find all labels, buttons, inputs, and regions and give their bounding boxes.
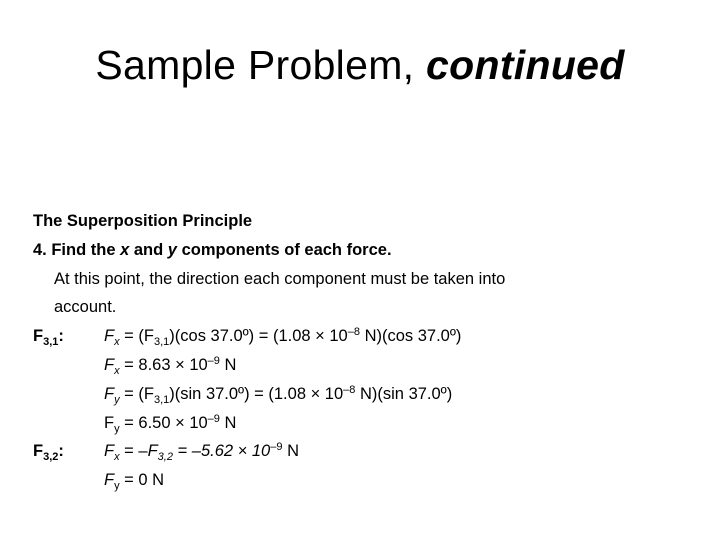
step-4: 4. Find the x and y components of each force. <box>33 240 392 259</box>
note-line-1: At this point, the direction each component must be taken into <box>54 269 506 288</box>
equation-fx-32: $F_x = -F_{3,2} = -5.62 \times 10^{-9}$ N <box>104 441 299 464</box>
equation-row-3 <box>33 380 693 409</box>
equation-fx-31-result: $F_x = 8.63 \times 10^{-9}$ N <box>104 354 237 377</box>
equation-fy-31-result: $F_y = 6.50 \times 10^{-9}$ N <box>104 412 237 435</box>
equation-row-6 <box>33 466 693 495</box>
equation-fx-31: $F_x = (F_{3,1})(\cos$ 37.0º) = ($1.08 \times 10^{-8}$ N)(cos 37.0º) <box>104 326 462 349</box>
force-label-f32: $F_{3,2}$: <box>33 442 64 464</box>
equation-row-2 <box>33 351 693 380</box>
slide-title <box>0 42 720 89</box>
equation-row-1 <box>33 322 693 351</box>
title-emphasis: continued <box>426 42 625 88</box>
force-label-f31: $F_{3,1}$: <box>33 327 64 349</box>
equation-fy-32: $F_y = 0$ N <box>104 471 165 493</box>
slide-body <box>33 207 693 495</box>
equation-fy-31: $F_y = (F_{3,1})(\sin$ 37.0º) = ($1.08 \times 10^{-8}$ N)(sin 37.0º) <box>104 383 453 406</box>
note-line-2: account. <box>54 298 117 317</box>
title-main: Sample Problem, <box>95 42 427 88</box>
equation-row-5 <box>33 437 693 466</box>
equation-row-4 <box>33 409 693 438</box>
section-heading: The Superposition Principle <box>33 212 253 230</box>
